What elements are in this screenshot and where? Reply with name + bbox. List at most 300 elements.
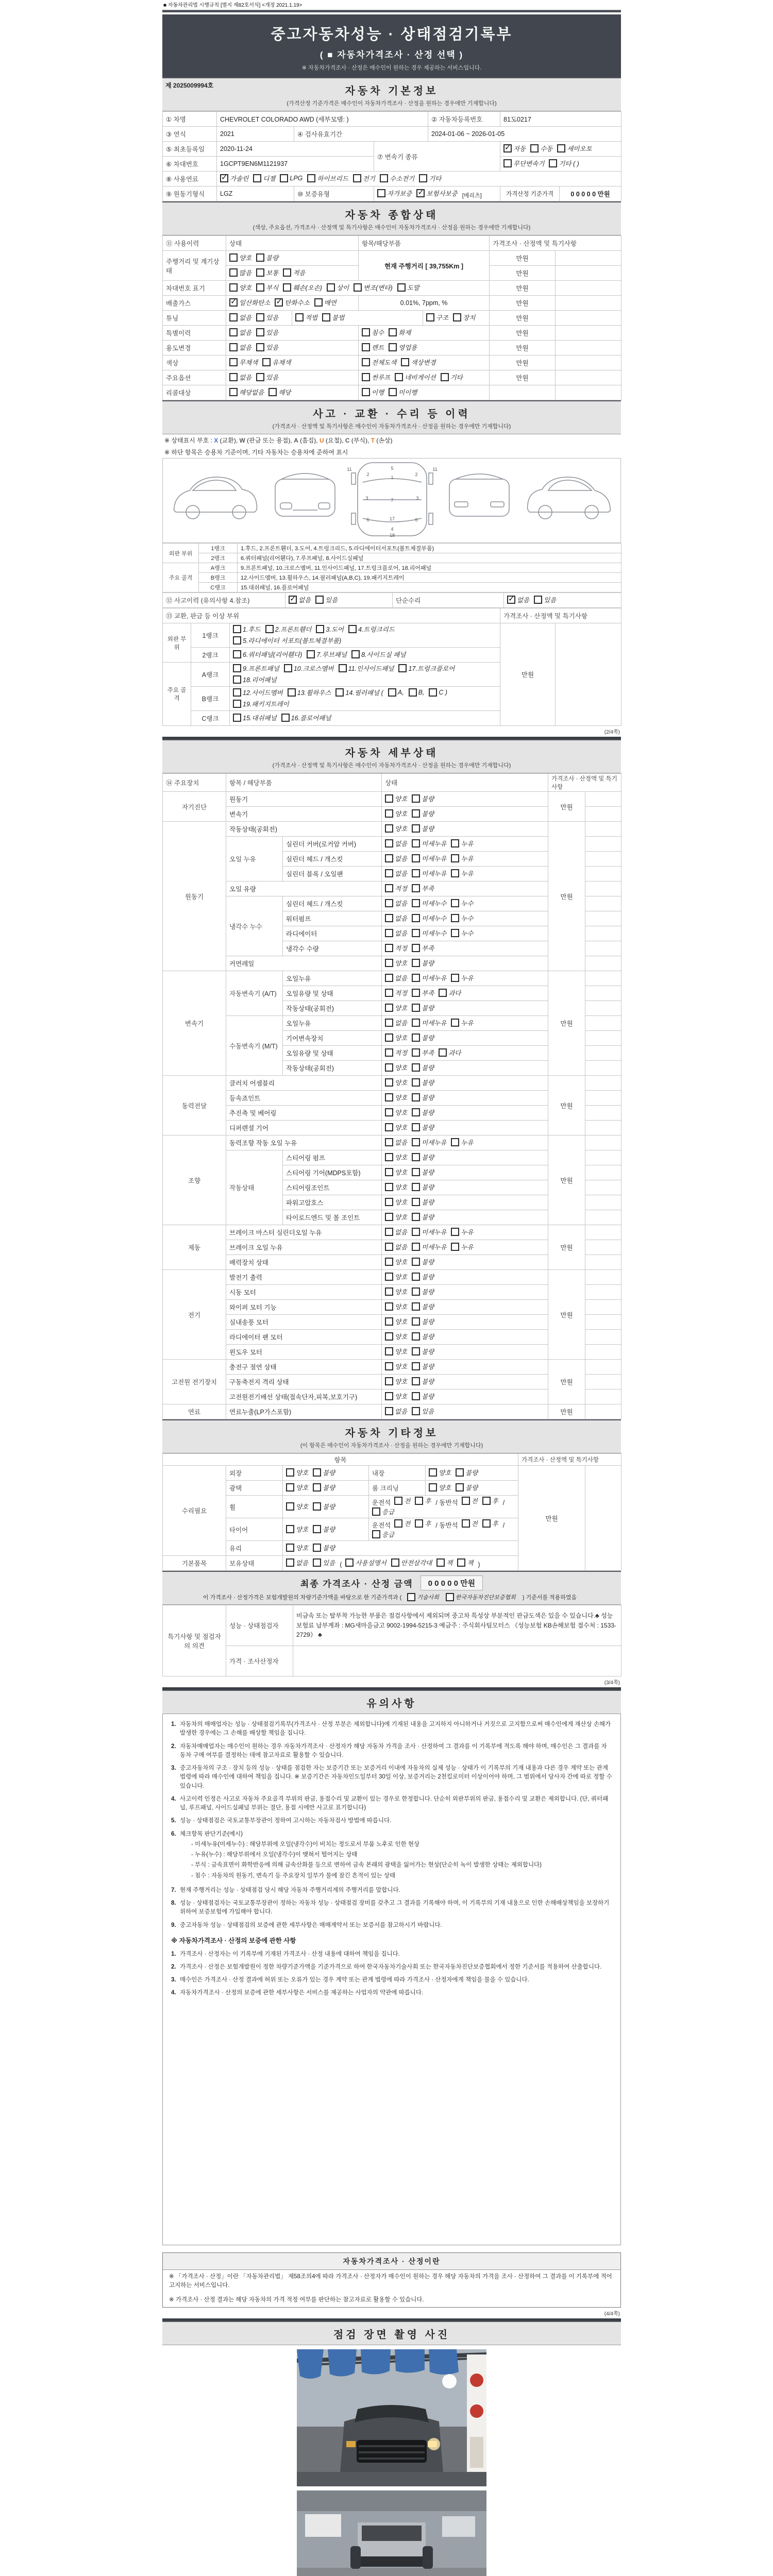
checkbox-option[interactable]: 없음 [385,1018,407,1027]
checkbox-option[interactable]: 불량 [412,1182,434,1192]
checkbox-option[interactable]: 있음 [412,1406,434,1416]
checkbox-option[interactable]: 미세누유 [412,1227,446,1236]
table-cell [585,1330,621,1345]
checkbox-option[interactable]: 없음 [385,854,407,863]
section-photos-title: 점검 장면 촬영 사진 [333,2329,450,2341]
checkbox-option[interactable]: 양호 [385,1167,407,1177]
notice-subitem: - 부식 : 금속표면이 화학반응에 의해 금속산화물 등으로 변하여 금속 본래의 광택을 잃어가는 현상(단순히 녹이 발생한 상태는 제외합니다) [191,1862,542,1869]
checkbox-option[interactable]: 없음 [286,1558,308,1567]
checkbox-option[interactable]: 누수 [451,913,473,923]
checkbox-option[interactable]: 불량 [412,1317,434,1326]
checkbox-option[interactable]: 사용설명서 [345,1558,386,1567]
checkbox-option[interactable]: 양호 [385,1063,407,1072]
notice-item: 9. 중고자동차 성능 · 상태점검의 보증에 관한 세부사항은 매매계약서 또는 보증서를 참고하시기 바랍니다. [171,1922,442,1928]
checkbox-option[interactable]: 누유 [451,1242,473,1251]
checkbox-option[interactable]: 양호 [429,1468,451,1477]
table-cell: 실린더 헤드 / 개스킷 [283,852,382,867]
table-cell [585,1165,621,1180]
checkbox-option[interactable]: 있음 [256,328,278,337]
checkbox-option[interactable]: 양호 [385,1197,407,1207]
checkbox-option[interactable]: 양호 [385,824,407,833]
checkbox-option[interactable]: 후 [482,1496,498,1505]
table-cell [382,956,548,971]
checkbox-option[interactable]: 있음 [315,595,338,604]
checkbox-option[interactable]: 무단변속기 [503,159,544,168]
checkbox-option[interactable]: 과다 [439,988,461,997]
table-cell: 원동기 [226,792,382,807]
checkbox-option[interactable]: 누수 [451,899,473,908]
checkbox-option[interactable]: 양호 [385,1362,407,1371]
table-cell: ③ 연식 [163,127,217,142]
checkbox-option[interactable]: 부족 [412,1048,434,1057]
table-cell: 만원 [548,1360,585,1404]
checkbox-option[interactable]: 양호 [385,1377,407,1386]
checkbox-option[interactable]: 기타 [419,174,441,183]
checkbox-option[interactable]: 5.라디에이터 서포트(볼트체결부품) [233,636,341,645]
checkbox-option[interactable]: 불량 [412,1392,434,1401]
checkbox-option[interactable]: 전기 [353,174,375,183]
checkbox-option[interactable]: ✓ 없음 [507,595,529,604]
table-cell: 만원 [490,296,556,311]
checkbox-option[interactable]: 색상변경 [401,358,435,367]
checkbox-option[interactable]: 불량 [412,824,434,833]
checkbox-option[interactable]: 없음 [385,1227,407,1236]
checkbox-option[interactable]: ✓ 없음 [289,595,311,604]
checkbox-option[interactable]: 불량 [412,1272,434,1281]
checkbox-option[interactable]: 상이 [327,283,349,292]
checkbox-option[interactable]: 과다 [439,1048,461,1057]
checkbox-option[interactable]: 유채색 [262,358,291,367]
table-cell [585,1001,621,1016]
checkbox-option[interactable]: C ) [429,688,447,697]
notice-item: 7. 현재 주행거리는 성능 · 상태점검 당시 해당 자동차 주행거리계의 주행거리를 말합니다. [171,1887,400,1893]
checkbox-option[interactable]: 전 [394,1519,410,1528]
checkbox-option[interactable]: 불량 [412,1212,434,1222]
checkbox-option[interactable]: 해당 [268,387,291,397]
checkbox-option[interactable]: 불량 [412,1123,434,1132]
table-cell [382,1375,548,1389]
section-basic-note: (가격산정 기준가격은 매수인이 자동차가격조사 · 산정을 원하는 경우에만 기재합니다) [287,100,497,107]
checkbox-option[interactable]: 도말 [397,283,419,292]
table-cell: 12.사이드멤버, 13.휠하우스, 14.필러패널(A,B,C), 19.패키지트레이 [238,573,621,583]
table-cell: 특별이력 [163,326,226,341]
report-page [162,0,621,2576]
diagram-panel-number: 5 [391,466,394,471]
checkbox-option[interactable]: 없음 [385,869,407,878]
checkbox-option[interactable]: 잭 [457,1558,473,1567]
checkbox-option[interactable]: 수소전기 [380,174,414,183]
table-cell: 가격조사 · 산정액 및 특기사항 [518,1454,621,1466]
table-cell: 가격조사 · 산정액 및 특기사항 [548,774,621,792]
checkbox-option[interactable]: ✓ 자동 [503,144,526,153]
notice-body [162,1714,621,2245]
table-cell: 외장 [226,1466,283,1481]
table-cell [382,1121,548,1136]
checkbox-option[interactable]: 기타 ( ) [549,159,579,168]
checkbox-option[interactable]: 안전삼각대 [391,1558,432,1567]
checkbox-option[interactable]: 양호 [385,958,407,968]
checkbox-option[interactable]: 불량 [256,253,278,262]
section-accident-header [162,400,621,434]
table-cell [382,1404,548,1419]
checkbox-option[interactable]: 불량 [313,1483,335,1492]
checkbox-option[interactable]: 양호 [385,1182,407,1192]
diagram-panel-number: 3 [416,496,419,501]
table-cell: 스티어링 펌프 [283,1150,382,1165]
checkbox-option[interactable]: 양호 [385,1302,407,1311]
checkbox-option[interactable]: 양호 [286,1502,308,1511]
checkbox-option[interactable]: 없음 [385,1138,407,1147]
checkbox-option[interactable]: 불량 [412,1347,434,1356]
checkbox-option[interactable]: 해당없음 [229,387,264,397]
table-cell [426,1481,518,1496]
checkbox-option[interactable]: 수동 [530,144,552,153]
checkbox-option[interactable]: 전 [394,1496,410,1505]
checkbox-option[interactable]: ✓ 보험사보증 [416,189,457,198]
checkbox-option[interactable]: 양호 [385,1257,407,1266]
checkbox-option[interactable]: 9.프론트패널 [233,664,279,673]
exchange-panel-table [162,608,621,726]
checkbox-option[interactable]: 4.트렁크리드 [348,624,395,634]
checkbox-option[interactable]: 8.사이드실 패널 [351,650,406,659]
checkbox-option[interactable]: 양호 [286,1524,308,1534]
checkbox-option[interactable]: 후 [415,1496,431,1505]
table-cell [585,911,621,926]
checkbox-option[interactable]: 15.대쉬패널 [233,713,277,722]
notice-subitem: - 누유(누수) : 해당부위에서 오일(냉각수)이 맺혀서 떨어지는 상태 [191,1852,358,1858]
checkbox-option[interactable]: 미세누수 [412,913,446,923]
table-cell: 작동상태(공회전) [283,1061,382,1076]
checkbox-option[interactable]: 13.휠하우스 [288,688,331,697]
checkbox-option[interactable]: 하이브리드 [307,174,348,183]
checkbox-option[interactable]: 전체도색 [362,358,396,367]
checkbox-option[interactable]: 기술사회 [407,1593,439,1601]
checkbox-option[interactable]: 없음 [385,899,407,908]
table-cell: 조향 [163,1136,226,1225]
checkbox-option[interactable]: 누유 [451,1138,473,1147]
checkbox-option[interactable]: 없음 [385,913,407,923]
checkbox-option[interactable]: 응급 [372,1507,394,1516]
checkbox-option[interactable]: 불량 [412,1153,434,1162]
state-code-note: ※ 하단 항목은 승용차 기준이며, 기타 자동차는 승용차에 준하여 표시 [164,449,348,456]
checkbox-option[interactable]: 양호 [286,1543,308,1552]
car-diagram-rear [449,474,509,516]
checkbox-option[interactable]: 있음 [313,1558,335,1567]
checkbox-option[interactable]: 기타 [441,372,463,382]
checkbox-option[interactable]: 세미오토 [557,144,592,153]
checkbox-option[interactable]: 디젤 [253,174,275,183]
checkbox-option[interactable]: 썬루프 [362,372,390,382]
checkbox-option[interactable]: 불량 [412,1078,434,1087]
checkbox-option[interactable]: 불량 [412,1302,434,1311]
checkbox-option[interactable]: 양호 [385,1392,407,1401]
checkbox-option[interactable]: 7.루브패널 [307,650,347,659]
checkbox-option[interactable]: 자가보증 [377,189,412,198]
checkbox-option[interactable]: 누유 [451,1227,473,1236]
checkbox-option[interactable]: 불량 [313,1524,335,1534]
checkbox-option[interactable]: 1.후드 [233,624,261,634]
checkbox-option[interactable]: 누유 [451,973,473,982]
checkbox-option[interactable]: 양호 [385,1153,407,1162]
checkbox-option[interactable]: 있음 [256,343,278,352]
checkbox-option[interactable]: 6.쿼터패널(리어휀다) [233,650,302,659]
checkbox-option[interactable]: 잭 [436,1558,452,1567]
checkbox-option[interactable]: 없음 [385,1406,407,1416]
checkbox-option[interactable]: 전 [462,1496,478,1505]
table-cell: 항목 [163,1454,518,1466]
checkbox-option[interactable]: 없음 [385,973,407,982]
checkbox-option[interactable]: 불법 [322,313,344,322]
state-code: C [345,437,350,444]
checkbox-option[interactable]: 양호 [385,1212,407,1222]
checkbox-option[interactable]: 10.크로스멤버 [284,664,334,673]
section-notice-title: 유의사항 [366,1698,417,1709]
checkbox-option[interactable]: 훼손(오손) [283,283,322,292]
table-cell: 만원 [490,281,556,296]
checkbox-option[interactable]: 구조 [426,313,448,322]
checkbox-option[interactable]: 양호 [385,1123,407,1132]
checkbox-option[interactable]: 장치 [453,313,475,322]
checkbox-option[interactable]: 적정 [385,884,407,893]
checkbox-option[interactable]: 불량 [412,958,434,968]
table-cell [500,142,621,157]
checkbox-option[interactable]: 불량 [456,1483,478,1492]
table-cell: 2랭크 [199,553,238,563]
section-overall-note: (색상, 주요옵션, 가격조사 · 산정액 및 특기사항은 매수인이 자동차가격조사 · 산정을 원하는 경우에만 기재합니다) [253,225,531,231]
checkbox-option[interactable]: 적정 [385,1048,407,1057]
checkbox-option[interactable]: 양호 [385,1347,407,1356]
checkbox-option[interactable]: 적정 [385,988,407,997]
checkbox-option[interactable]: 불량 [412,1362,434,1371]
table-cell [382,1016,548,1031]
checkbox-option[interactable]: 12.사이드멤버 [233,688,283,697]
diagram-panel-number: 11 [432,467,438,472]
table-cell: ⑨ 원동기형식 [163,187,217,201]
table-cell [283,1518,369,1541]
diagram-panel-number: 6 [366,517,369,522]
table-cell [382,1360,548,1375]
checkbox-option[interactable]: 미세누유 [412,854,446,863]
checkbox-option[interactable]: 16.플로어패널 [281,713,331,722]
table-cell [359,355,490,370]
table-cell: 만원 [490,326,556,341]
price-survey-box-lines [163,2270,620,2307]
checkbox-option[interactable]: 화재 [389,328,411,337]
table-cell [382,1300,548,1315]
checkbox-option[interactable]: 이행 [362,387,384,397]
price-survey-box-line: ※ 가격조사 · 산정 결과는 해당 자동차의 가격 적정 여부를 판단하는 참고자료로 활용할 수 있습니다. [169,2296,424,2303]
table-cell [382,1285,548,1300]
report-title: 중고자동차성능 · 상태점검기록부 [271,26,513,43]
checkbox-option[interactable]: 양호 [286,1468,308,1477]
checkbox-option[interactable]: ✓ 일산화탄소 [229,298,270,307]
checkbox-option[interactable]: 없음 [385,1242,407,1251]
checkbox-option[interactable]: 미세누유 [412,1242,446,1251]
notice-item: 6. 체크항목 판단기준(예시) - 미세누유(미세누수) : 해당부위에 오일(냉각수)이 비치는 정도로서 부품 노후로 인한 현상 - 누유(누수) : 해당부위에서 오일(냉각수)이 맺혀서 떨어지는 상태 - 부식 : 금속표면이 화학반응에 의해 금속산화물 등으로 변하여 금속 본래의 광택을 잃어가는 현상(단순히 녹이 발생한 상태는 제외합니다) - 침수 : 자동차의 원동기, 변속기 등 주요장치 일부가 물에 잠긴 흔적이 있는 상태 [171,1830,612,1882]
inspection-photo-rear-lift [297,2490,486,2576]
checkbox-option[interactable]: 변조(변타) [354,283,393,292]
checkbox-option[interactable]: 불량 [313,1543,335,1552]
checkbox-option[interactable]: 불량 [412,794,434,803]
checkbox-option[interactable]: 없음 [229,328,251,337]
table-cell: 만원 [518,1466,585,1571]
table-cell: 상태 [382,774,548,792]
checkbox-option[interactable]: 누유 [451,1018,473,1027]
checkbox-option[interactable]: 불량 [412,809,434,818]
checkbox-option[interactable]: 네비게이션 [395,372,435,382]
checkbox-option[interactable]: 불량 [412,1063,434,1072]
checkbox-option[interactable]: 18.리어패널 [233,675,277,684]
checkbox-option[interactable]: 미세누유 [412,1018,446,1027]
checkbox-option[interactable]: 부족 [412,988,434,997]
table-cell [382,1001,548,1016]
checkbox-option[interactable]: 부족 [412,884,434,893]
checkbox-option[interactable]: 전 [462,1519,478,1528]
checkbox-option[interactable]: 11.인사이드패널 [339,664,394,673]
checkbox-option[interactable]: 없음 [229,313,251,322]
checkbox-option[interactable]: 영업용 [389,343,417,352]
table-cell [382,1315,548,1330]
checkbox-option[interactable]: 한국자동차진단보증협회 [446,1593,516,1601]
checkbox-option[interactable]: 2.프론트휀더 [265,624,312,634]
checkbox-option[interactable]: 미세누유 [412,1138,446,1147]
table-cell: A랭크 [199,563,238,573]
inspection-photo-front [297,2349,486,2486]
section-accident-note: (가격조사 · 산정액 및 특기사항은 매수인이 자동차가격조사 · 산정을 원하는 경우에만 기재합니다) [272,423,511,430]
checkbox-option[interactable]: 양호 [385,809,407,818]
checkbox-option[interactable]: 불량 [412,1377,434,1386]
table-cell: 가격조사 · 산정액 및 특기사항 [490,236,621,251]
checkbox-option[interactable]: 양호 [429,1483,451,1492]
checkbox-option[interactable]: 3.도어 [316,624,344,634]
checkbox-option[interactable]: 부족 [412,943,434,953]
checkbox-option[interactable]: 많음 [229,268,251,277]
notice-subitem: - 미세누유(미세누수) : 해당부위에 오일(냉각수)이 비치는 정도로서 부품 노후로 인한 현상 [191,1841,420,1848]
checkbox-option[interactable]: 미세누수 [412,899,446,908]
checkbox-option[interactable]: 불량 [412,1003,434,1012]
checkbox-option[interactable]: 누유 [451,854,473,863]
checkbox-option[interactable]: 적법 [295,313,317,322]
table-cell [500,157,621,172]
table-cell: 2021 [217,127,294,142]
table-cell: 와이퍼 모터 기능 [226,1300,382,1315]
inline-label: ) 기준서를 적용하였음 [522,1595,577,1601]
checkbox-option[interactable]: 후 [415,1519,431,1528]
checkbox-option[interactable]: 있음 [256,313,278,322]
checkbox-option[interactable]: 불량 [412,1093,434,1102]
table-cell [585,1404,621,1419]
checkbox-option[interactable]: 불량 [412,1108,434,1117]
checkbox-option[interactable]: 누수 [451,928,473,938]
checkbox-option[interactable]: 미세누유 [412,869,446,878]
checkbox-option[interactable]: 양호 [229,283,251,292]
checkbox-option[interactable]: 미세누유 [412,973,446,982]
checkbox-option[interactable]: 누유 [451,839,473,848]
checkbox-option[interactable]: 14.필러패널 ( [335,688,383,697]
checkbox-option[interactable]: ✓ 탄화수소 [275,298,309,307]
checkbox-option[interactable]: 미세누수 [412,928,446,938]
checkbox-option[interactable]: 양호 [286,1483,308,1492]
table-cell [230,711,500,726]
checkbox-option[interactable]: 불량 [412,1332,434,1341]
table-cell: ⑪ 사용이력 [163,236,226,251]
checkbox-option[interactable]: 양호 [385,1317,407,1326]
checkbox-option[interactable]: 적음 [283,268,305,277]
checkbox-option[interactable]: 양호 [385,1078,407,1087]
checkbox-option[interactable]: B, [409,688,425,697]
table-cell: 9.프론트패널, 10.크로스멤버, 11.인사이드패널, 17.트렁크플로어, 18.리어패널 [238,563,621,573]
checkbox-option[interactable]: 불량 [412,1287,434,1296]
checkbox-option[interactable]: 무채색 [229,358,258,367]
checkbox-option[interactable]: 없음 [385,839,407,848]
table-cell: 1랭크 [191,623,230,648]
checkbox-option[interactable]: 양호 [385,1332,407,1341]
checkbox-option[interactable]: 불량 [313,1468,335,1477]
checkbox-option[interactable]: 양호 [385,1108,407,1117]
checkbox-option[interactable]: A, [388,688,404,697]
checkbox-option[interactable]: 양호 [385,1093,407,1102]
checkbox-option[interactable]: 없음 [229,372,251,382]
checkbox-option[interactable]: 불량 [456,1468,478,1477]
checkbox-option[interactable]: 양호 [385,794,407,803]
checkbox-option[interactable]: 미이행 [389,387,417,397]
checkbox-option[interactable]: LPG [280,174,303,182]
checkbox-option[interactable]: 응급 [372,1530,394,1539]
checkbox-option[interactable]: 불량 [412,1167,434,1177]
checkbox-option[interactable]: 침수 [362,328,384,337]
checkbox-option[interactable]: 후 [482,1519,498,1528]
checkbox-option[interactable]: 미세누유 [412,839,446,848]
checkbox-option[interactable]: 부식 [256,283,278,292]
notice-item: 1. 가격조사 · 산정자는 이 기록부에 기재된 가격조사 · 산정 내용에 대하여 책임을 집니다. [171,1951,400,1957]
checkbox-option[interactable]: 불량 [412,1197,434,1207]
table-cell: 주요 골격 [163,663,191,726]
table-cell [585,971,621,986]
notice-item: 4. 자동차가격조사 · 산정의 보증에 관한 세부사항은 서비스를 제공하는 사업자의 약관에 따릅니다. [171,1990,424,1996]
checkbox-option[interactable]: 19.패키지트레이 [233,699,289,708]
table-cell: 타이로드엔드 및 볼 조인트 [283,1210,382,1225]
checkbox-option[interactable]: 양호 [385,1033,407,1042]
checkbox-option[interactable]: 있음 [534,595,556,604]
table-cell [585,1389,621,1404]
table-cell [230,623,500,648]
table-cell: 배출가스 [163,296,226,311]
checkbox-option[interactable]: 양호 [385,1003,407,1012]
checkbox-option[interactable]: 보통 [256,268,278,277]
checkbox-option[interactable]: 불량 [412,1257,434,1266]
checkbox-option[interactable]: 적정 [385,943,407,953]
checkbox-option[interactable]: 양호 [385,1287,407,1296]
checkbox-option[interactable]: 매연 [314,298,337,307]
checkbox-option[interactable]: 있음 [256,372,278,382]
notice-item: 2. 자동차매매업자는 매수인이 원하는 경우 자동차가격조사 · 산정자가 해당 자동차 가격을 조사 · 산정하여 그 결과를 이 기록부에 적도록 해야 하며, 매수인은 그 결과를 자동차 구매 여부를 결정하는 데에 참고자료로 활용할 수 있습니다. [171,1743,607,1758]
table-cell [382,1345,548,1360]
checkbox-option[interactable]: 양호 [229,253,251,262]
checkbox-option[interactable]: 양호 [385,1272,407,1281]
checkbox-option[interactable]: 누유 [451,869,473,878]
checkbox-option[interactable]: 렌트 [362,343,384,352]
report-header [162,14,621,77]
checkbox-option[interactable]: 17.트렁크플로어 [398,664,455,673]
checkbox-option[interactable]: 없음 [229,343,251,352]
table-cell [490,385,556,400]
checkbox-option[interactable]: ✓ 가솔린 [220,174,248,183]
checkbox-option[interactable]: 불량 [313,1502,335,1511]
table-cell: 파워고압호스 [283,1195,382,1210]
checkbox-option[interactable]: 없음 [385,928,407,938]
table-cell [285,593,393,608]
checkbox-option[interactable]: 불량 [412,1033,434,1042]
